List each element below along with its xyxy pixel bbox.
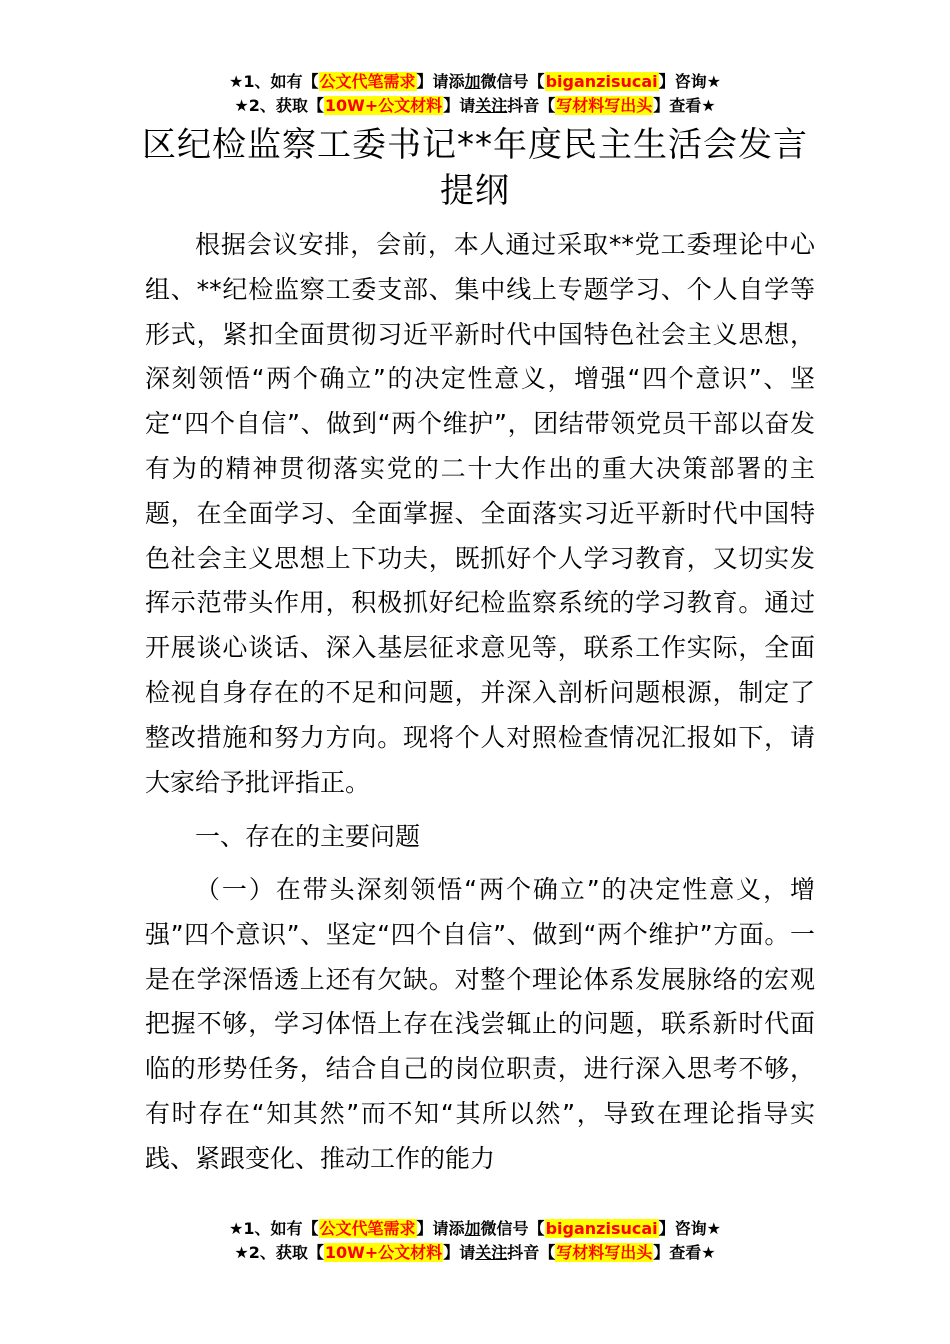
promo-text: 】请 xyxy=(443,1243,476,1262)
promo-underline: 关注 xyxy=(475,96,508,115)
intro-section xyxy=(145,223,815,805)
promo-text: 】查看★ xyxy=(653,1243,716,1262)
promo-text: 微信号【 xyxy=(480,1219,545,1238)
promo-text: ★1、如有【 xyxy=(229,72,319,91)
promo-text: ★1、如有【 xyxy=(229,1219,319,1238)
intro-paragraph: 根据会议安排，会前，本人通过采取**党工委理论中心组、**纪检监察工委支部、集中线上专题学习、个人自学等形式，紧扣全面贯彻习近平新时代中国特色社会主义思想，深刻领悟“两个确立”的决定性意义，增强“四个意识”、坚定“四个自信”、做到“两个维护”，团结带领党员干部以奋发有为的精神贯彻落实党的二十大作出的重大决策部署的主题，在全面学习、全面掌握、全面落实习近平新时代中国特色社会主义思想上下功夫，既抓好个人学习教育，又切实发挥示范带头作用，积极抓好纪检监察系统的学习教育。通过开展谈心谈话、深入基层征求意见等，联系工作实际，全面检视自身存在的不足和问题，并深入剖析问题根源，制定了整改措施和努力方向。现将个人对照检查情况汇报如下，请大家给予批评指正。 xyxy=(145,230,815,797)
promo-highlight: 10W+公文材料 xyxy=(324,96,443,115)
promo-text: 】咨询★ xyxy=(658,72,721,91)
promo-highlight: 公文代笔需求 xyxy=(319,72,416,91)
promo-line-1 xyxy=(0,1217,950,1241)
promo-highlight: 公文代笔需求 xyxy=(319,1219,416,1238)
document-title: 区纪检监察工委书记**年度民主生活会发言提纲 xyxy=(142,125,808,211)
promo-underline: 加 xyxy=(464,72,481,91)
promo-line-2 xyxy=(0,1241,950,1265)
promo-text: 微信号【 xyxy=(480,72,545,91)
promo-underline: 关注 xyxy=(475,1243,508,1262)
promo-banner-bottom xyxy=(0,1217,950,1265)
promo-text: 】咨询★ xyxy=(658,1219,721,1238)
promo-underline: 加 xyxy=(464,1219,481,1238)
promo-line-1 xyxy=(0,70,950,94)
promo-text: ★2、获取【 xyxy=(234,1243,324,1262)
section-item-block xyxy=(145,868,815,1182)
promo-highlight: biganzisucai xyxy=(545,72,658,91)
promo-highlight: 写材料写出头 xyxy=(556,96,653,115)
section-item-paragraph: （一）在带头深刻领悟“两个确立”的决定性意义，增强”四个意识”、坚定“四个自信”、做到“两个维护”方面。一是在学深悟透上还有欠缺。对整个理论体系发展脉络的宏观把握不够，学习体悟上存在浅尝辄止的问题，联系新时代面临的形势任务，结合自己的岗位职责，进行深入思考不够，有时存在“知其然”而不知“其所以然”，导致在理论指导实践、紧跟变化、推动工作的能力 xyxy=(145,875,815,1173)
promo-highlight: 10W+公文材料 xyxy=(324,1243,443,1262)
promo-banner-top xyxy=(0,70,950,118)
promo-text: 】请 xyxy=(443,96,476,115)
section-heading-block xyxy=(145,815,815,860)
promo-text: 抖音【 xyxy=(507,1243,556,1262)
promo-highlight: 写材料写出头 xyxy=(556,1243,653,1262)
promo-highlight: biganzisucai xyxy=(545,1219,658,1238)
promo-text: ★2、获取【 xyxy=(234,96,324,115)
promo-text: 】查看★ xyxy=(653,96,716,115)
promo-line-2 xyxy=(0,94,950,118)
promo-text: 】请添 xyxy=(416,1219,465,1238)
promo-text: 】请添 xyxy=(416,72,465,91)
promo-text: 抖音【 xyxy=(507,96,556,115)
section-heading: 一、存在的主要问题 xyxy=(195,822,421,851)
